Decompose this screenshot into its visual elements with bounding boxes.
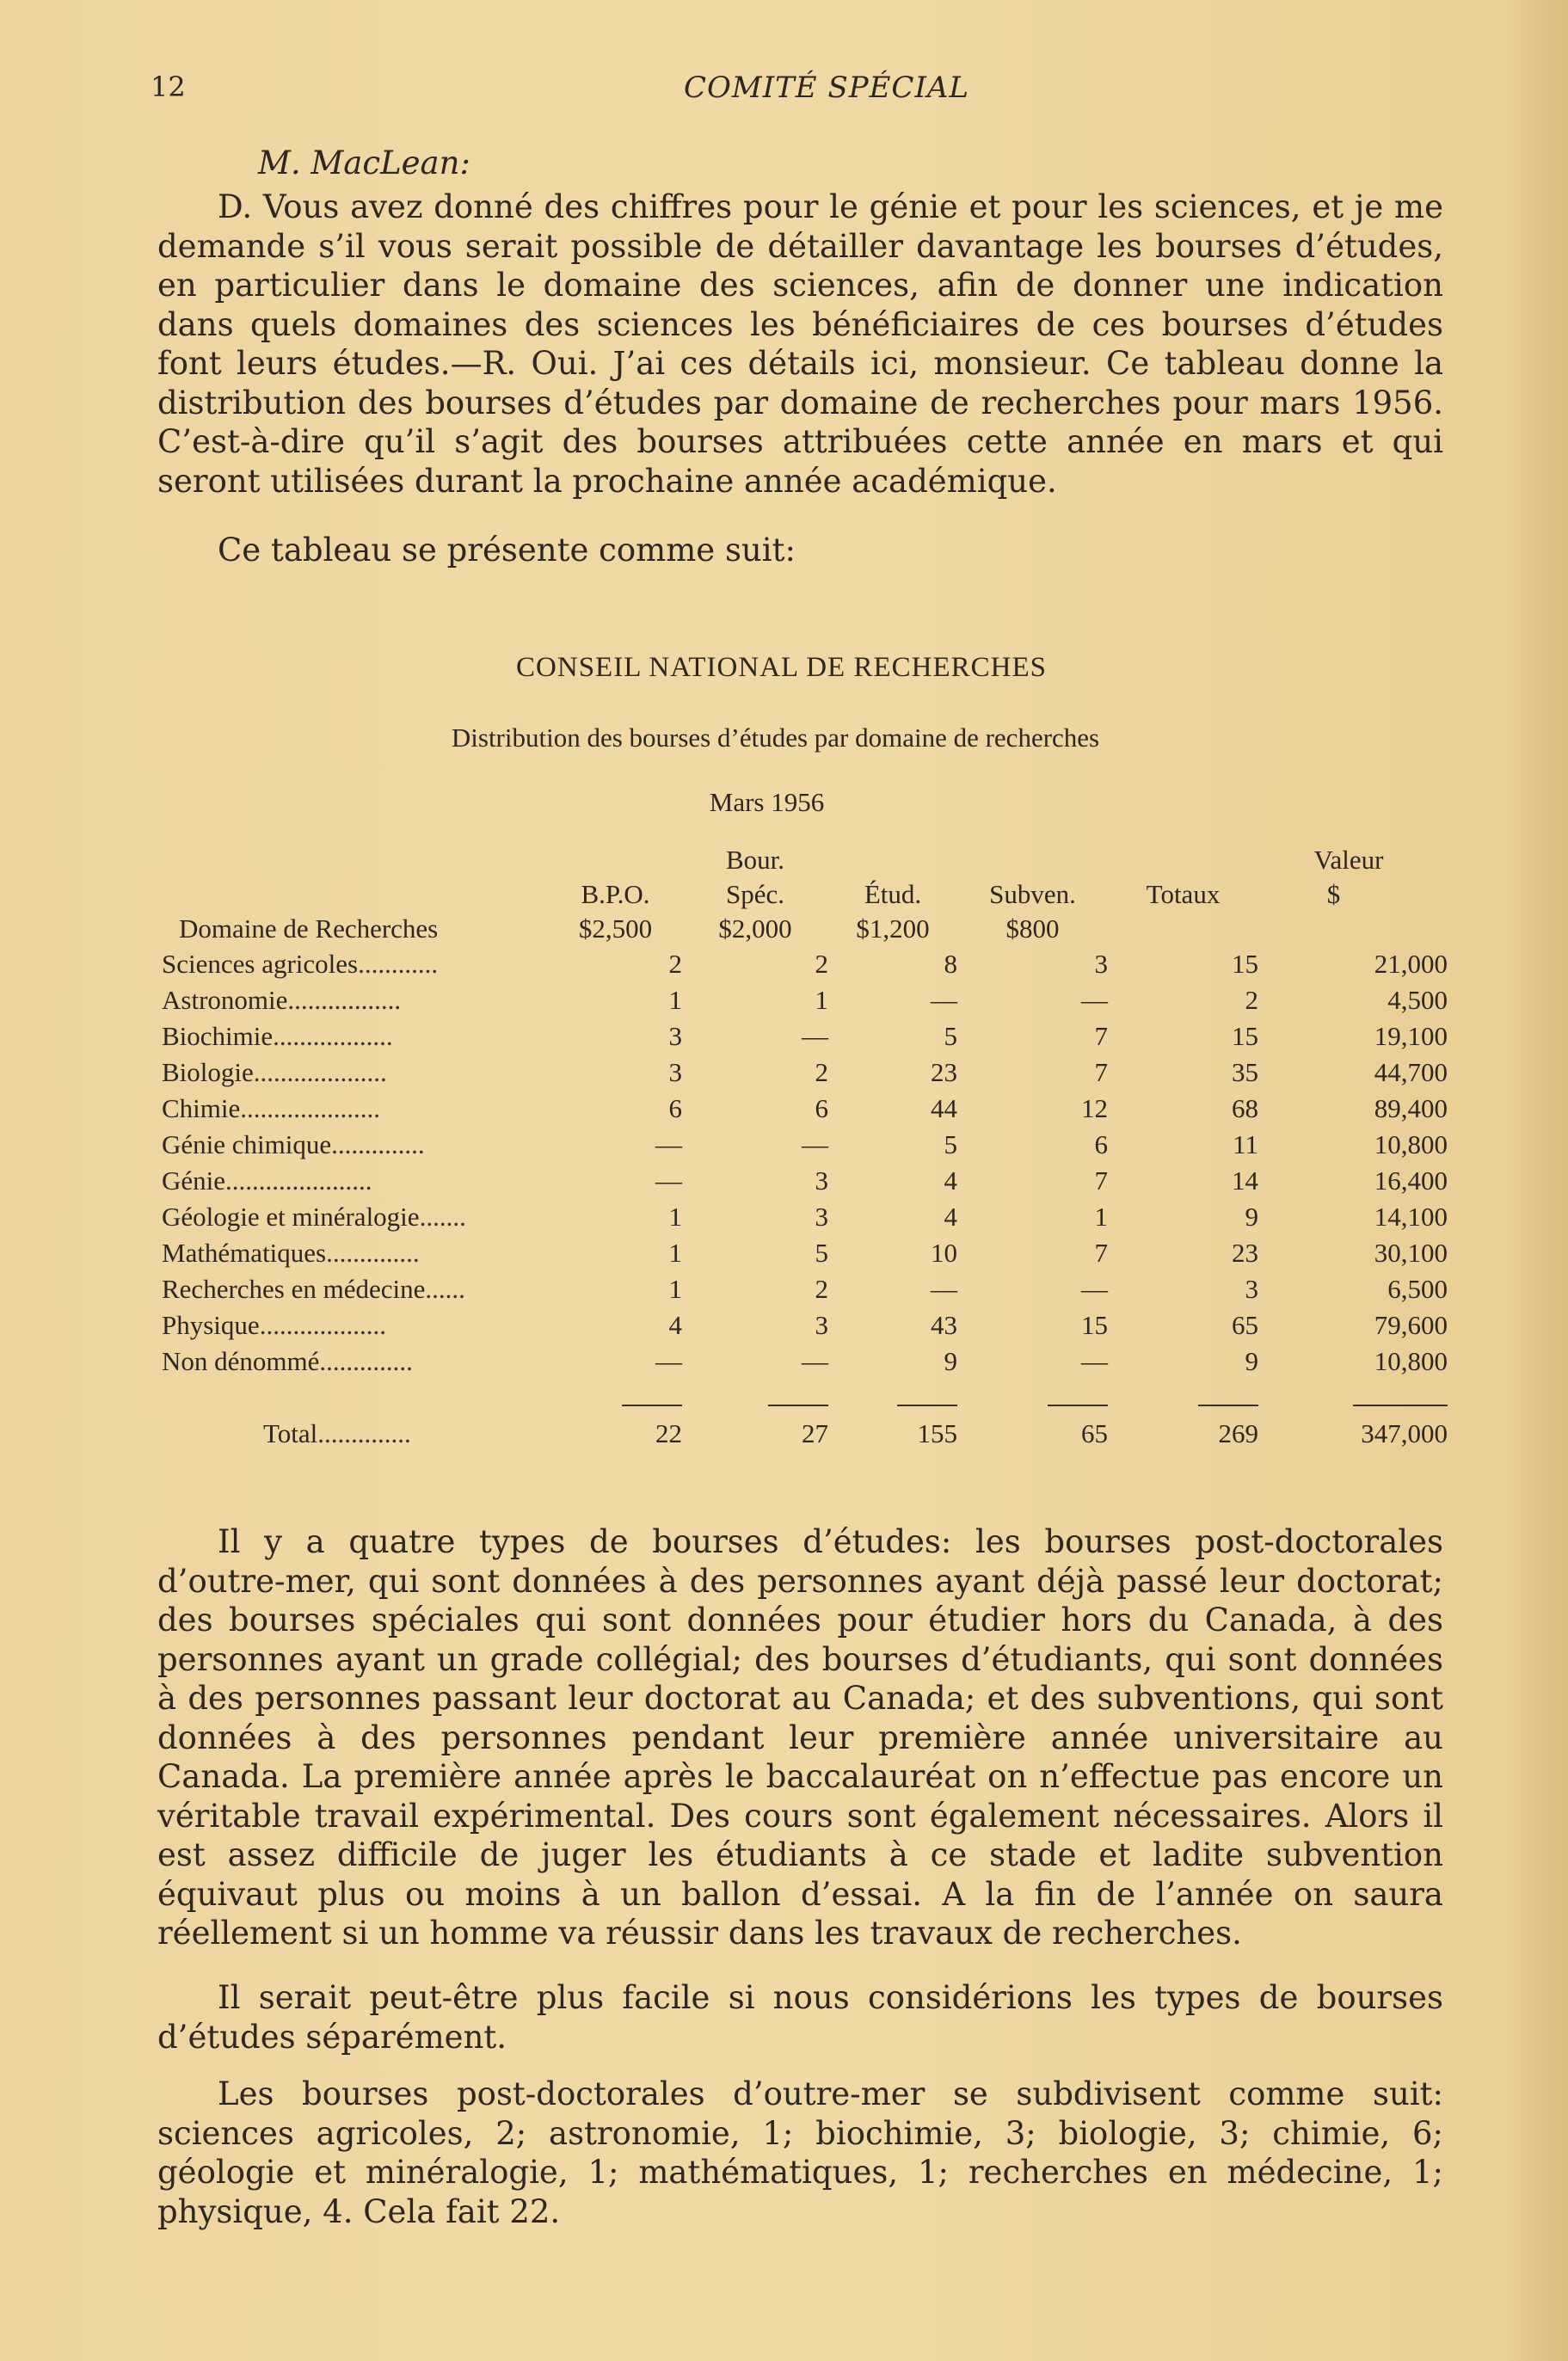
leader-dots: .............. [319, 1346, 413, 1376]
cell-valeur: 44,700 [1374, 1057, 1448, 1087]
total-spec: 27 [802, 1418, 828, 1448]
paragraph-text: Les bourses post-doctorales d’outre-mer se subdivisent comme suit: sciences agricoles, 2; astronomie, 1; biochimie, 3; biologie, 3; chimie, 6; géologie et minéralogie, 1; mathématiques, 1; recherches en médecine, 1; physique, 4. Cela fait 22. [157, 2075, 1443, 2230]
cell-spec: 6 [815, 1093, 828, 1123]
paragraph-post-doc [157, 2075, 1443, 2231]
row-domain [162, 946, 549, 982]
scholarship-table [162, 843, 1448, 1452]
cell-valeur: 4,500 [1387, 985, 1448, 1015]
cell-valeur: 19,100 [1374, 1021, 1448, 1051]
cell-valeur: 6,500 [1387, 1274, 1448, 1304]
cell-spec: — [802, 1129, 828, 1159]
cell-total: 15 [1232, 1021, 1258, 1051]
cell-subven: — [1081, 985, 1108, 1015]
total-total: 269 [1218, 1418, 1258, 1448]
cell-bpo: — [655, 1165, 682, 1196]
table-row [162, 1343, 1448, 1380]
cell-subven: — [1081, 1346, 1108, 1376]
row-domain [162, 1416, 549, 1452]
leader-dots: ...................... [225, 1165, 372, 1196]
header-totaux: Totaux [1146, 879, 1221, 909]
domain-label: Recherches en médecine [162, 1274, 426, 1304]
cell-subven: 7 [1094, 1238, 1108, 1268]
row-domain [162, 1091, 549, 1127]
cell-subven: 3 [1094, 949, 1108, 979]
cell-valeur: 10,800 [1374, 1346, 1448, 1376]
paragraph-text: D. Vous avez donné des chiffres pour le génie et pour les sciences, et je me demande s’il vous serait possible de détailler davantage les bourses d’études, en particulier dans le domaine des sciences, afin de donner une indication dans quels domaines des sciences les bénéficiaires de ces bourses d’études font leurs études.—R. Oui. J’ai ces détails ici, monsieur. Ce tableau donne la distribution des bourses d’études par domaine de recherches pour mars 1956. C’est-à-dire qu’il s’agit des bourses attribuées cette année en mars et qui seront utilisées durant la prochaine année académique. [157, 188, 1443, 500]
cell-spec: 3 [815, 1165, 828, 1196]
cell-etud: — [931, 985, 957, 1015]
cell-total: 68 [1232, 1093, 1258, 1123]
page-header [151, 71, 1441, 114]
cell-bpo: 3 [668, 1057, 682, 1087]
table-row [162, 1127, 1448, 1163]
paragraph-separately [157, 1978, 1443, 2057]
table-date: Mars 1956 [709, 787, 825, 817]
header-spec: Bour. Spéc. $2,000 [718, 845, 792, 944]
header-domain: Domaine de Recherches [179, 913, 439, 944]
header-etud: Étud. $1,200 [856, 879, 930, 944]
table-row [162, 1199, 1448, 1235]
cell-total: 11 [1233, 1129, 1258, 1159]
table-row [162, 1271, 1448, 1307]
speaker-name: M. MacLean: [258, 144, 470, 181]
domain-label: Biochimie [162, 1021, 274, 1051]
cell-subven: 7 [1094, 1165, 1108, 1196]
domain-label: Mathématiques [162, 1238, 327, 1268]
cell-etud: 4 [944, 1165, 957, 1196]
cell-etud: 10 [931, 1238, 957, 1268]
total-valeur: 347,000 [1361, 1418, 1448, 1448]
cell-subven: 7 [1094, 1057, 1108, 1087]
cell-bpo: — [655, 1346, 682, 1376]
cell-valeur: 79,600 [1374, 1310, 1448, 1340]
paragraph-question-answer [157, 188, 1443, 501]
paragraph-types [157, 1522, 1443, 1953]
leader-dots: .............. [317, 1418, 411, 1448]
table-row [162, 1163, 1448, 1199]
cell-etud: 8 [944, 949, 957, 979]
paragraph-text: Ce tableau se présente comme suit: [218, 532, 796, 569]
domain-label: Biologie [162, 1057, 254, 1087]
table-row [162, 1054, 1448, 1091]
domain-label: Géologie et minéralogie [162, 1202, 420, 1232]
cell-spec: 5 [815, 1238, 828, 1268]
cell-spec: 3 [815, 1202, 828, 1232]
sum-rule [897, 1405, 957, 1406]
domain-label: Génie chimique [162, 1129, 332, 1159]
domain-label: Astronomie [162, 985, 288, 1015]
domain-label: Physique [162, 1310, 260, 1340]
table-row [162, 946, 1448, 982]
total-subven: 65 [1081, 1418, 1108, 1448]
cell-subven: 7 [1094, 1021, 1108, 1051]
table-title: CONSEIL NATIONAL DE RECHERCHES [516, 652, 1047, 683]
total-bpo: 22 [655, 1418, 682, 1448]
sum-rule [1198, 1405, 1258, 1406]
sum-rule [622, 1405, 682, 1406]
table-body [162, 946, 1448, 1452]
header-subven: Subven. $800 [989, 879, 1076, 944]
table-row [162, 1307, 1448, 1343]
cell-total: 65 [1232, 1310, 1258, 1340]
cell-bpo: 4 [668, 1310, 682, 1340]
cell-subven: 6 [1094, 1129, 1108, 1159]
leader-dots: .................... [253, 1057, 387, 1087]
page-number: 12 [151, 71, 186, 103]
leader-dots: ...... [425, 1274, 465, 1304]
header-bpo: B.P.O. $2,500 [578, 879, 653, 944]
row-domain [162, 982, 549, 1018]
leader-dots: .............. [326, 1238, 420, 1268]
table-row [162, 982, 1448, 1018]
total-row [162, 1416, 1448, 1452]
row-domain [162, 1271, 549, 1307]
leader-dots: ....... [419, 1202, 466, 1232]
sum-rule [768, 1405, 828, 1406]
leader-dots: .................. [273, 1021, 393, 1051]
total-etud: 155 [917, 1418, 957, 1448]
cell-valeur: 10,800 [1374, 1129, 1448, 1159]
cell-etud: 44 [931, 1093, 957, 1123]
cell-bpo: 1 [668, 1274, 682, 1304]
cell-spec: 3 [815, 1310, 828, 1340]
cell-valeur: 89,400 [1374, 1093, 1448, 1123]
cell-spec: 2 [815, 1057, 828, 1087]
cell-bpo: 6 [668, 1093, 682, 1123]
running-head: COMITÉ SPÉCIAL [684, 71, 970, 105]
cell-etud: 43 [931, 1310, 957, 1340]
cell-valeur: 14,100 [1374, 1202, 1448, 1232]
paragraph-intro-table [157, 531, 1443, 570]
sum-rule [1353, 1405, 1448, 1406]
cell-bpo: 3 [668, 1021, 682, 1051]
cell-bpo: 1 [668, 985, 682, 1015]
table-row [162, 1091, 1448, 1127]
total-rule-row [162, 1380, 1448, 1416]
row-domain [162, 1054, 549, 1091]
cell-bpo: 1 [668, 1202, 682, 1232]
total-label: Total [263, 1418, 318, 1448]
cell-total: 3 [1245, 1274, 1258, 1304]
cell-spec: 2 [815, 1274, 828, 1304]
cell-spec: — [802, 1021, 828, 1051]
row-domain [162, 1127, 549, 1163]
row-domain [162, 1307, 549, 1343]
cell-bpo: 1 [668, 1238, 682, 1268]
leader-dots: .............. [331, 1129, 425, 1159]
cell-subven: 1 [1094, 1202, 1108, 1232]
cell-etud: — [931, 1274, 957, 1304]
leader-dots: ................. [287, 985, 402, 1015]
row-domain [162, 1343, 549, 1380]
domain-label: Chimie [162, 1093, 241, 1123]
cell-subven: — [1081, 1274, 1108, 1304]
table-subtitle: Distribution des bourses d’études par domaine de recherches [451, 722, 1100, 753]
paragraph-text: Il serait peut-être plus facile si nous considérions les types de bourses d’études séparément. [157, 1979, 1443, 2056]
paragraph-text: Il y a quatre types de bourses d’études: les bourses post-doctorales d’outre-mer, qui sont données à des personnes ayant déjà passé leur doctorat; des bourses spéciales qui sont données pour étudier hors du Canada, à des personnes ayant un grade collégial; des bourses d’étudiants, qui sont données à des personnes passant leur doctorat au Canada; et des subventions, qui sont données à des personnes pendant leur première année universitaire au Canada. La première année après le baccalauréat on n’effectue pas encore un véritable travail expérimental. Des cours sont également nécessaires. Alors il est assez difficile de juger les étudiants à ce stade et ladite subvention équivaut plus ou moins à un ballon d’essai. A la fin de l’année on saura réellement si un homme va réussir dans les travaux de recherches. [157, 1523, 1443, 1952]
cell-spec: 1 [815, 985, 828, 1015]
cell-total: 9 [1245, 1202, 1258, 1232]
cell-spec: 2 [815, 949, 828, 979]
cell-total: 15 [1232, 949, 1258, 979]
cell-etud: 4 [944, 1202, 957, 1232]
table-row [162, 1018, 1448, 1054]
cell-subven: 15 [1081, 1310, 1108, 1340]
row-domain [162, 1018, 549, 1054]
cell-total: 35 [1232, 1057, 1258, 1087]
leader-dots: ............ [358, 949, 439, 979]
cell-subven: 12 [1081, 1093, 1108, 1123]
cell-etud: 23 [931, 1057, 957, 1087]
cell-total: 14 [1232, 1165, 1258, 1196]
row-domain [162, 1199, 549, 1235]
cell-total: 23 [1232, 1238, 1258, 1268]
row-domain [162, 1235, 549, 1271]
cell-valeur: 21,000 [1374, 949, 1448, 979]
cell-etud: 5 [944, 1129, 957, 1159]
cell-etud: 9 [944, 1346, 957, 1376]
table-header-row [162, 843, 1448, 946]
row-domain [162, 1163, 549, 1199]
cell-spec: — [802, 1346, 828, 1376]
cell-valeur: 30,100 [1374, 1238, 1448, 1268]
sum-rule [1048, 1405, 1108, 1406]
leader-dots: ................... [259, 1310, 386, 1340]
domain-label: Sciences agricoles [162, 949, 359, 979]
cell-total: 2 [1245, 985, 1258, 1015]
cell-bpo: — [655, 1129, 682, 1159]
table-row [162, 1235, 1448, 1271]
cell-total: 9 [1245, 1346, 1258, 1376]
cell-etud: 5 [944, 1021, 957, 1051]
header-valeur: Valeur $ [1313, 845, 1384, 909]
cell-bpo: 2 [668, 949, 682, 979]
domain-label: Génie [162, 1165, 226, 1196]
domain-label: Non dénommé [162, 1346, 320, 1376]
cell-valeur: 16,400 [1374, 1165, 1448, 1196]
leader-dots: ..................... [240, 1093, 381, 1123]
